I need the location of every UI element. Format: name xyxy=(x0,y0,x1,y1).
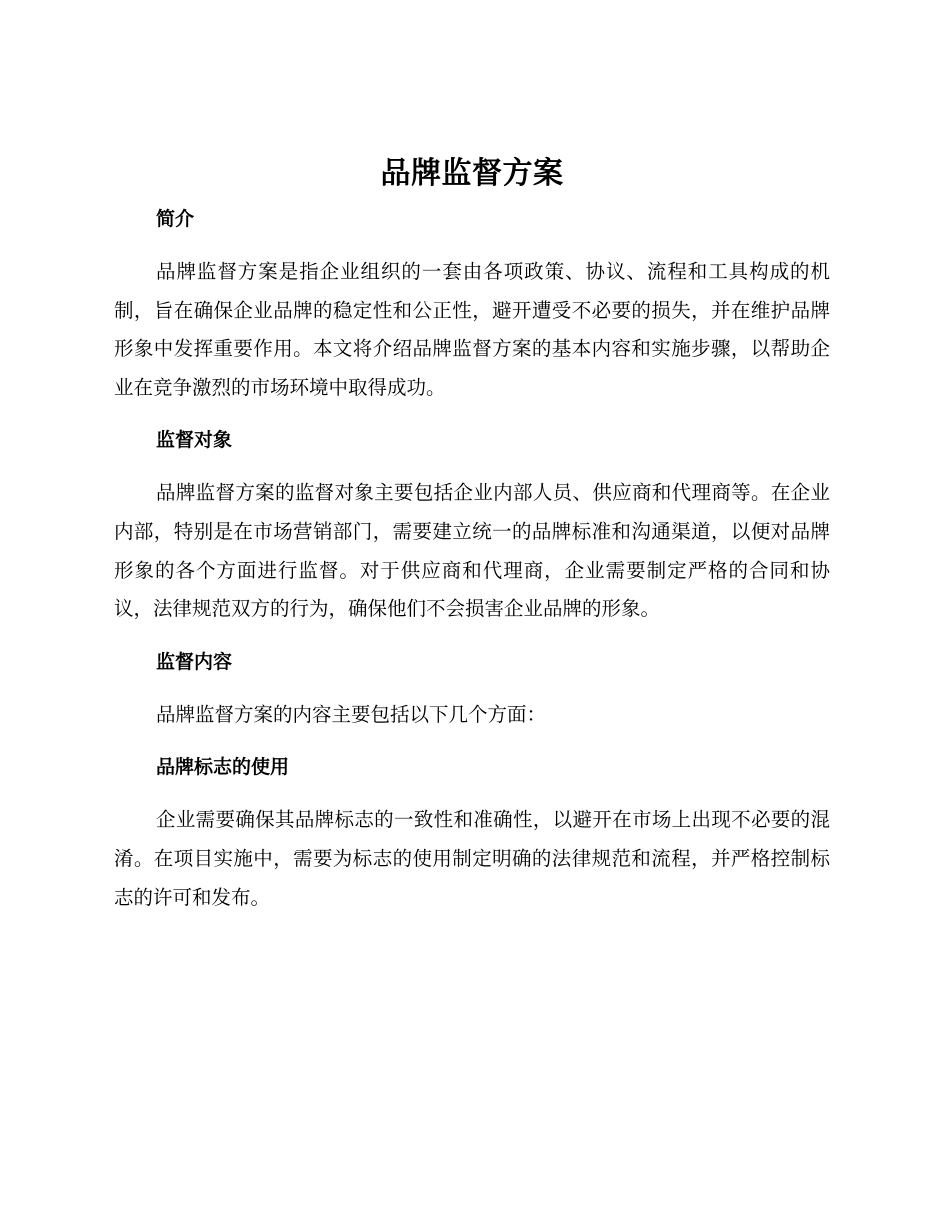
document-body xyxy=(114,152,830,917)
section-paragraph-supervision-content: 品牌监督方案的内容主要包括以下几个方面： xyxy=(156,702,547,726)
section-paragraph-intro: 品牌监督方案是指企业组织的一套由各项政策、协议、流程和工具构成的机制，旨在确保企业品牌的稳定性和公正性，避开遭受不必要的损失，并在维护品牌形象中发挥重要作用。本文将介绍品牌监督方案的基本内容和实施步骤，以帮助企业在竞争激烈的市场环境中取得成功。 xyxy=(114,260,830,399)
section-paragraph-supervision-subjects: 品牌监督方案的监督对象主要包括企业内部人员、供应商和代理商等。在企业内部，特别是在市场营销部门，需要建立统一的品牌标准和沟通渠道，以便对品牌形象的各个方面进行监督。对于供应商和代理商，企业需要制定严格的合同和协议，法律规范双方的行为，确保他们不会损害企业品牌的形象。 xyxy=(114,481,830,621)
document-title: 品牌监督方案 xyxy=(380,156,564,191)
section-heading-intro: 简介 xyxy=(156,208,195,230)
section-heading-supervision-content: 监督内容 xyxy=(156,650,233,673)
section-paragraph-logo-usage: 企业需要确保其品牌标志的一致性和准确性，以避开在市场上出现不必要的混淆。在项目实施中，需要为标志的使用制定明确的法律规范和流程，并严格控制标志的许可和发布。 xyxy=(114,808,830,909)
section-heading-supervision-subjects: 监督对象 xyxy=(156,429,233,452)
section-heading-logo-usage: 品牌标志的使用 xyxy=(156,756,290,779)
